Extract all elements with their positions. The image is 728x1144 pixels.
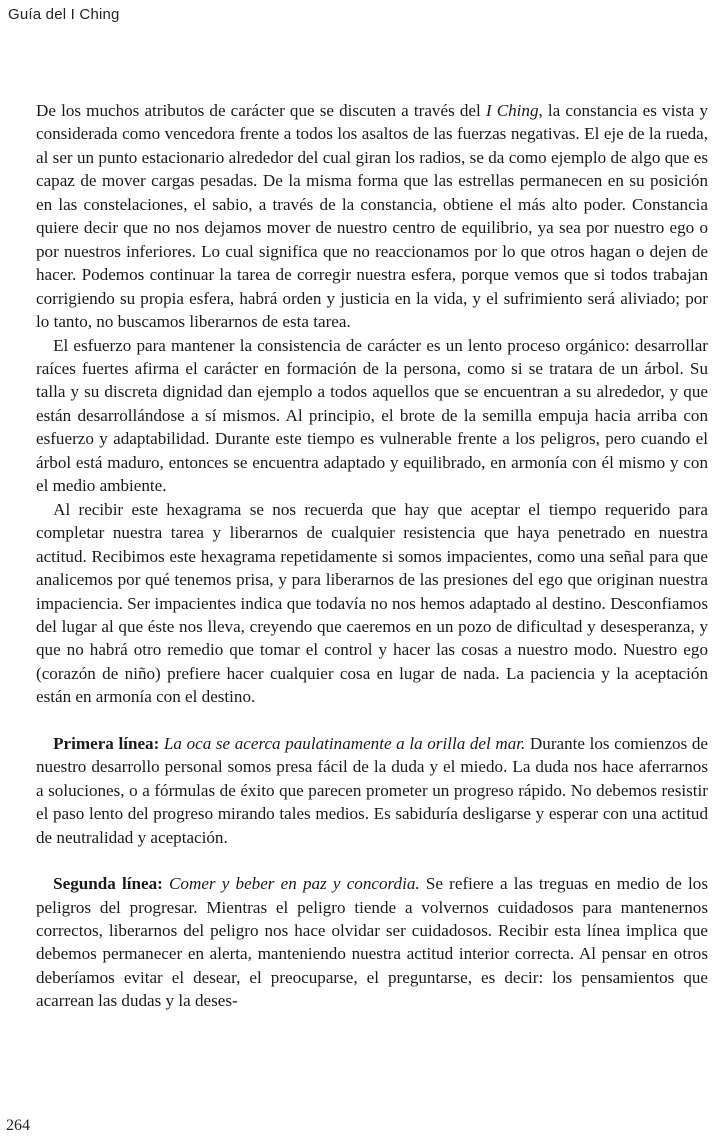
- intro-paragraph-1: [36, 99, 708, 334]
- text-run: De los muchos atributos de carácter que se discuten a través del: [36, 101, 486, 120]
- running-title: Guía del I Ching: [8, 6, 120, 23]
- line-paragraph: [36, 732, 708, 849]
- line-text: Se refiere a las treguas en medio de los peligros del progresar. Mientras el peligro tiende a volvernos cuidadosos para mantenernos correctos, liberarnos del peligro nos hace olvidar ser cuidadosos. Recibir esta línea implica que debemos permanecer en alerta, manteniendo nuestra actitud interior correcta. Al pensar en otros deberíamos evitar el desear, el preocuparse, el preguntarse, es decir: los pensamientos que acarrean las dudas y la deses-: [36, 874, 708, 1011]
- line-section-1: [36, 732, 708, 849]
- line-paragraph: [36, 872, 708, 1013]
- text-run: , la constancia es vista y considerada como vencedora frente a todos los asaltos de las fuerzas negativas. El eje de la rueda, al ser un punto estacionario alrededor del cual giran los radios, se da como ejemplo de algo que es capaz de mover cargas pesadas. De la misma forma que las estrellas permanecen en su posición en las constelaciones, el sabio, a través de la constancia, obtiene el más alto poder. Constancia quiere decir que no nos dejamos mover de nuestro centro de equilibrio, ya sea por nuestro ego o por nuestros inferiores. Lo cual significa que no reaccionamos por lo que otros hagan o dejen de hacer. Podemos continuar la tarea de corregir nuestra esfera, porque vemos que si todos trabajan corrigiendo su propia esfera, habrá orden y justicia en la vida, y el sufrimiento será aliviado; por lo tanto, no buscamos liberarnos de esta tarea.: [36, 101, 708, 332]
- page-body: [36, 99, 708, 1013]
- line-text: Durante los comienzos de nuestro desarrollo personal somos presa fácil de la duda y el miedo. La duda nos hace aferrarnos a soluciones, o a fórmulas de éxito que parecen prometer un progreso rápido. No debemos resistir el paso lento del progreso mirando tales medios. Es sabiduría desligarse y esperar con una actitud de neutralidad y aceptación.: [36, 733, 709, 847]
- intro-paragraph-2: El esfuerzo para mantener la consistencia de carácter es un lento proceso orgánico: desarrollar raíces fuertes afirma el carácter en formación de la persona, como si se tratara de un árbol. Su talla y su discreta dignidad dan ejemplo a todos aquellos que se encuentran a su alrededor, y que están desarrollándose a sí mismos. Al principio, el brote de la semilla empuja hacia arriba con esfuerzo y adaptabilidad. Durante este tiempo es vulnerable frente a los peligros, pero cuando el árbol está maduro, entonces se encuentra adaptado y equilibrado, en armonía con él mismo y con el medio ambiente.: [36, 335, 708, 496]
- intro-paragraph-3: Al recibir este hexagrama se nos recuerda que hay que aceptar el tiempo requerido para completar nuestra tarea y liberarnos de cualquier resistencia que haya penetrado en nuestra actitud. Recibimos este hexagrama repetidamente si somos impacientes, como una señal para que analicemos por qué tenemos prisa, y para liberarnos de las presiones del ego que originan nuestra impaciencia. Ser impacientes indica que todavía no nos hemos adaptado al destino. Desconfiamos del lugar al que éste nos lleva, creyendo que caeremos en un pozo de dificultad y desesperanza, y que no habrá otro remedio que tomar el control y hacer las cosas a nuestro modo. Nuestro ego (corazón de niño) prefiere hacer cualquier cosa en lugar de nada. La paciencia y la aceptación están en armonía con el destino.: [36, 499, 708, 707]
- line-label: Primera línea:: [53, 733, 160, 753]
- line-quote: Comer y beber en paz y concordia.: [169, 874, 420, 894]
- line-section-2: [36, 872, 708, 1013]
- page-number: 264: [6, 1117, 30, 1134]
- line-label: Segunda línea:: [53, 874, 163, 894]
- line-quote: La oca se acerca paulatinamente a la orilla del mar.: [163, 733, 526, 753]
- book-title: I Ching: [485, 101, 539, 120]
